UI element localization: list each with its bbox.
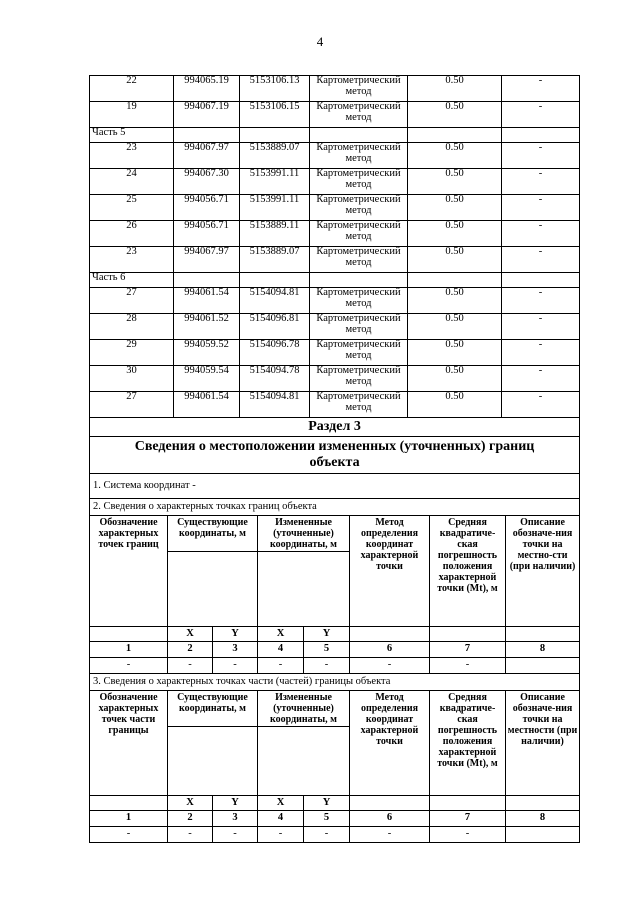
method: Картометрический метод: [310, 102, 408, 128]
header-changed-coords: Измененные (уточненные) координаты, м: [258, 691, 350, 727]
description: -: [502, 143, 580, 169]
point-number: 19: [90, 102, 174, 128]
coord-y: 5154094.81: [240, 392, 310, 418]
col-number: 7: [430, 811, 506, 827]
description: -: [502, 247, 580, 273]
section-title-row: [90, 418, 580, 437]
coord-y: 5153889.11: [240, 221, 310, 247]
col-number: 3: [213, 811, 258, 827]
xy-empty: [350, 627, 430, 642]
parts-title: 3. Сведения о характерных точках части (частей) границы объекта: [90, 674, 580, 691]
coord-y: 5153991.11: [240, 195, 310, 221]
dash-cell: -: [304, 827, 350, 843]
x-label: X: [168, 796, 213, 811]
points-xy-row: [90, 627, 580, 642]
dash-cell: -: [304, 658, 350, 674]
parts-empty-row: [90, 827, 580, 843]
col-number: 1: [90, 811, 168, 827]
dash-cell: -: [90, 827, 168, 843]
points-number-row: [90, 642, 580, 658]
dash-cell: -: [350, 827, 430, 843]
point-number: 22: [90, 76, 174, 102]
dash-cell: -: [90, 658, 168, 674]
coord-x: 994067.97: [174, 247, 240, 273]
empty-cell: [310, 273, 408, 288]
points-title: 2. Сведения о характерных точках границ объекта: [90, 499, 580, 516]
coord-x: 994067.19: [174, 102, 240, 128]
point-number: 30: [90, 366, 174, 392]
part-label: Часть 5: [90, 128, 174, 143]
header-method: Метод определения координат характерной точки: [350, 691, 430, 796]
mt-value: 0.50: [408, 169, 502, 195]
table-row: [90, 102, 580, 128]
coord-system: 1. Система координат -: [90, 474, 580, 499]
col-number: 5: [304, 642, 350, 658]
coord-x: 994061.54: [174, 288, 240, 314]
method: Картометрический метод: [310, 247, 408, 273]
dash-cell: -: [258, 827, 304, 843]
header-changed-coords: Измененные (уточненные) координаты, м: [258, 516, 350, 552]
empty-cell: [408, 128, 502, 143]
col-number: 8: [506, 811, 580, 827]
spacer-cell: [258, 552, 350, 627]
xy-empty: [506, 796, 580, 811]
part-row: [90, 273, 580, 288]
col-number: 8: [506, 642, 580, 658]
description: -: [502, 221, 580, 247]
coord-x: 994061.54: [174, 392, 240, 418]
point-number: 29: [90, 340, 174, 366]
method: Картометрический метод: [310, 392, 408, 418]
method: Картометрический метод: [310, 76, 408, 102]
y-label: Y: [213, 796, 258, 811]
coord-x: 994059.52: [174, 340, 240, 366]
mt-value: 0.50: [408, 76, 502, 102]
table-row: [90, 76, 580, 102]
x-label: X: [168, 627, 213, 642]
document-tables: [89, 75, 579, 843]
col-number: 2: [168, 811, 213, 827]
empty-cell: [174, 128, 240, 143]
col-number: 4: [258, 642, 304, 658]
section-title: Раздел 3: [90, 418, 580, 437]
table-row: [90, 169, 580, 195]
parts-number-row: [90, 811, 580, 827]
empty-cell: [408, 273, 502, 288]
coord-y: 5153991.11: [240, 169, 310, 195]
point-number: 27: [90, 288, 174, 314]
method: Картометрический метод: [310, 195, 408, 221]
coord-x: 994056.71: [174, 221, 240, 247]
dash-cell: [506, 827, 580, 843]
parts-header-row: [90, 691, 580, 727]
method: Картометрический метод: [310, 143, 408, 169]
dash-cell: [506, 658, 580, 674]
description: -: [502, 76, 580, 102]
table-row: [90, 392, 580, 418]
coordinates-table-body: [90, 76, 580, 418]
table-row: [90, 247, 580, 273]
table-row: [90, 288, 580, 314]
table-row: [90, 340, 580, 366]
empty-cell: [502, 273, 580, 288]
point-number: 28: [90, 314, 174, 340]
description: -: [502, 169, 580, 195]
empty-cell: [240, 128, 310, 143]
mt-value: 0.50: [408, 366, 502, 392]
method: Картометрический метод: [310, 288, 408, 314]
description: -: [502, 392, 580, 418]
empty-cell: [174, 273, 240, 288]
col-number: 7: [430, 642, 506, 658]
page-number: 4: [316, 34, 324, 49]
method: Картометрический метод: [310, 221, 408, 247]
col-number: 2: [168, 642, 213, 658]
empty-cell: [240, 273, 310, 288]
coord-y: 5154094.78: [240, 366, 310, 392]
description: -: [502, 314, 580, 340]
method: Картометрический метод: [310, 169, 408, 195]
spacer-cell: [168, 552, 258, 627]
header-point-designation: Обозначение характерных точек части границы: [90, 691, 168, 796]
xy-empty: [90, 796, 168, 811]
dash-cell: -: [430, 658, 506, 674]
mt-value: 0.50: [408, 221, 502, 247]
mt-value: 0.50: [408, 102, 502, 128]
spacer-cell: [258, 727, 350, 796]
part-row: [90, 128, 580, 143]
mt-value: 0.50: [408, 143, 502, 169]
coord-x: 994067.97: [174, 143, 240, 169]
method: Картометрический метод: [310, 340, 408, 366]
description: -: [502, 340, 580, 366]
coord-y: 5153889.07: [240, 247, 310, 273]
table-row: [90, 221, 580, 247]
table-row: [90, 314, 580, 340]
col-number: 3: [213, 642, 258, 658]
dash-cell: -: [430, 827, 506, 843]
method: Картометрический метод: [310, 366, 408, 392]
description: -: [502, 102, 580, 128]
col-number: 6: [350, 811, 430, 827]
mt-value: 0.50: [408, 314, 502, 340]
coord-y: 5154094.81: [240, 288, 310, 314]
parts-title-row: [90, 674, 580, 691]
coordinates-table: [89, 75, 580, 418]
xy-empty: [430, 796, 506, 811]
y-label: Y: [304, 627, 350, 642]
empty-cell: [502, 128, 580, 143]
dash-cell: -: [213, 658, 258, 674]
x-label: X: [258, 796, 304, 811]
col-number: 5: [304, 811, 350, 827]
coord-y: 5153106.13: [240, 76, 310, 102]
header-method: Метод определения координат характерной точки: [350, 516, 430, 627]
coord-x: 994059.54: [174, 366, 240, 392]
coord-x: 994067.30: [174, 169, 240, 195]
header-mt: Средняя квадратиче-ская погрешность положения характерной точки (Mt), м: [430, 516, 506, 627]
xy-empty: [506, 627, 580, 642]
header-existing-coords: Существующие координаты, м: [168, 516, 258, 552]
points-title-row: [90, 499, 580, 516]
coord-y: 5154096.81: [240, 314, 310, 340]
col-number: 4: [258, 811, 304, 827]
mt-value: 0.50: [408, 288, 502, 314]
empty-cell: [310, 128, 408, 143]
description: -: [502, 366, 580, 392]
y-label: Y: [304, 796, 350, 811]
parts-xy-row: [90, 796, 580, 811]
spacer-cell: [168, 727, 258, 796]
mt-value: 0.50: [408, 340, 502, 366]
y-label: Y: [213, 627, 258, 642]
coord-x: 994056.71: [174, 195, 240, 221]
xy-empty: [350, 796, 430, 811]
section-subtitle-row: [90, 437, 580, 474]
dash-cell: -: [213, 827, 258, 843]
table-row: [90, 143, 580, 169]
section-subtitle: Сведения о местоположении измененных (уточненных) границ объекта: [90, 437, 580, 474]
xy-empty: [430, 627, 506, 642]
point-number: 25: [90, 195, 174, 221]
point-number: 23: [90, 247, 174, 273]
points-header-row: [90, 516, 580, 552]
coord-y: 5154096.78: [240, 340, 310, 366]
mt-value: 0.50: [408, 195, 502, 221]
table-row: [90, 195, 580, 221]
dash-cell: -: [168, 658, 213, 674]
point-number: 27: [90, 392, 174, 418]
point-number: 24: [90, 169, 174, 195]
dash-cell: -: [350, 658, 430, 674]
table-row: [90, 366, 580, 392]
description: -: [502, 288, 580, 314]
header-point-designation: Обозначение характерных точек границ: [90, 516, 168, 627]
header-existing-coords: Существующие координаты, м: [168, 691, 258, 727]
description: -: [502, 195, 580, 221]
col-number: 6: [350, 642, 430, 658]
header-mt: Средняя квадратиче-ская погрешность положения характерной точки (Mt), м: [430, 691, 506, 796]
col-number: 1: [90, 642, 168, 658]
x-label: X: [258, 627, 304, 642]
mt-value: 0.50: [408, 247, 502, 273]
coord-system-row: [90, 474, 580, 499]
coord-y: 5153889.07: [240, 143, 310, 169]
dash-cell: -: [168, 827, 213, 843]
xy-empty: [90, 627, 168, 642]
section3-table: [89, 418, 580, 843]
dash-cell: -: [258, 658, 304, 674]
coord-x: 994061.52: [174, 314, 240, 340]
mt-value: 0.50: [408, 392, 502, 418]
part-label: Часть 6: [90, 273, 174, 288]
points-empty-row: [90, 658, 580, 674]
point-number: 23: [90, 143, 174, 169]
coord-y: 5153106.15: [240, 102, 310, 128]
coord-x: 994065.19: [174, 76, 240, 102]
method: Картометрический метод: [310, 314, 408, 340]
header-description: Описание обозначе-ния точки на местности (при наличии): [506, 691, 580, 796]
header-description: Описание обозначе-ния точки на местно-сти (при наличии): [506, 516, 580, 627]
point-number: 26: [90, 221, 174, 247]
